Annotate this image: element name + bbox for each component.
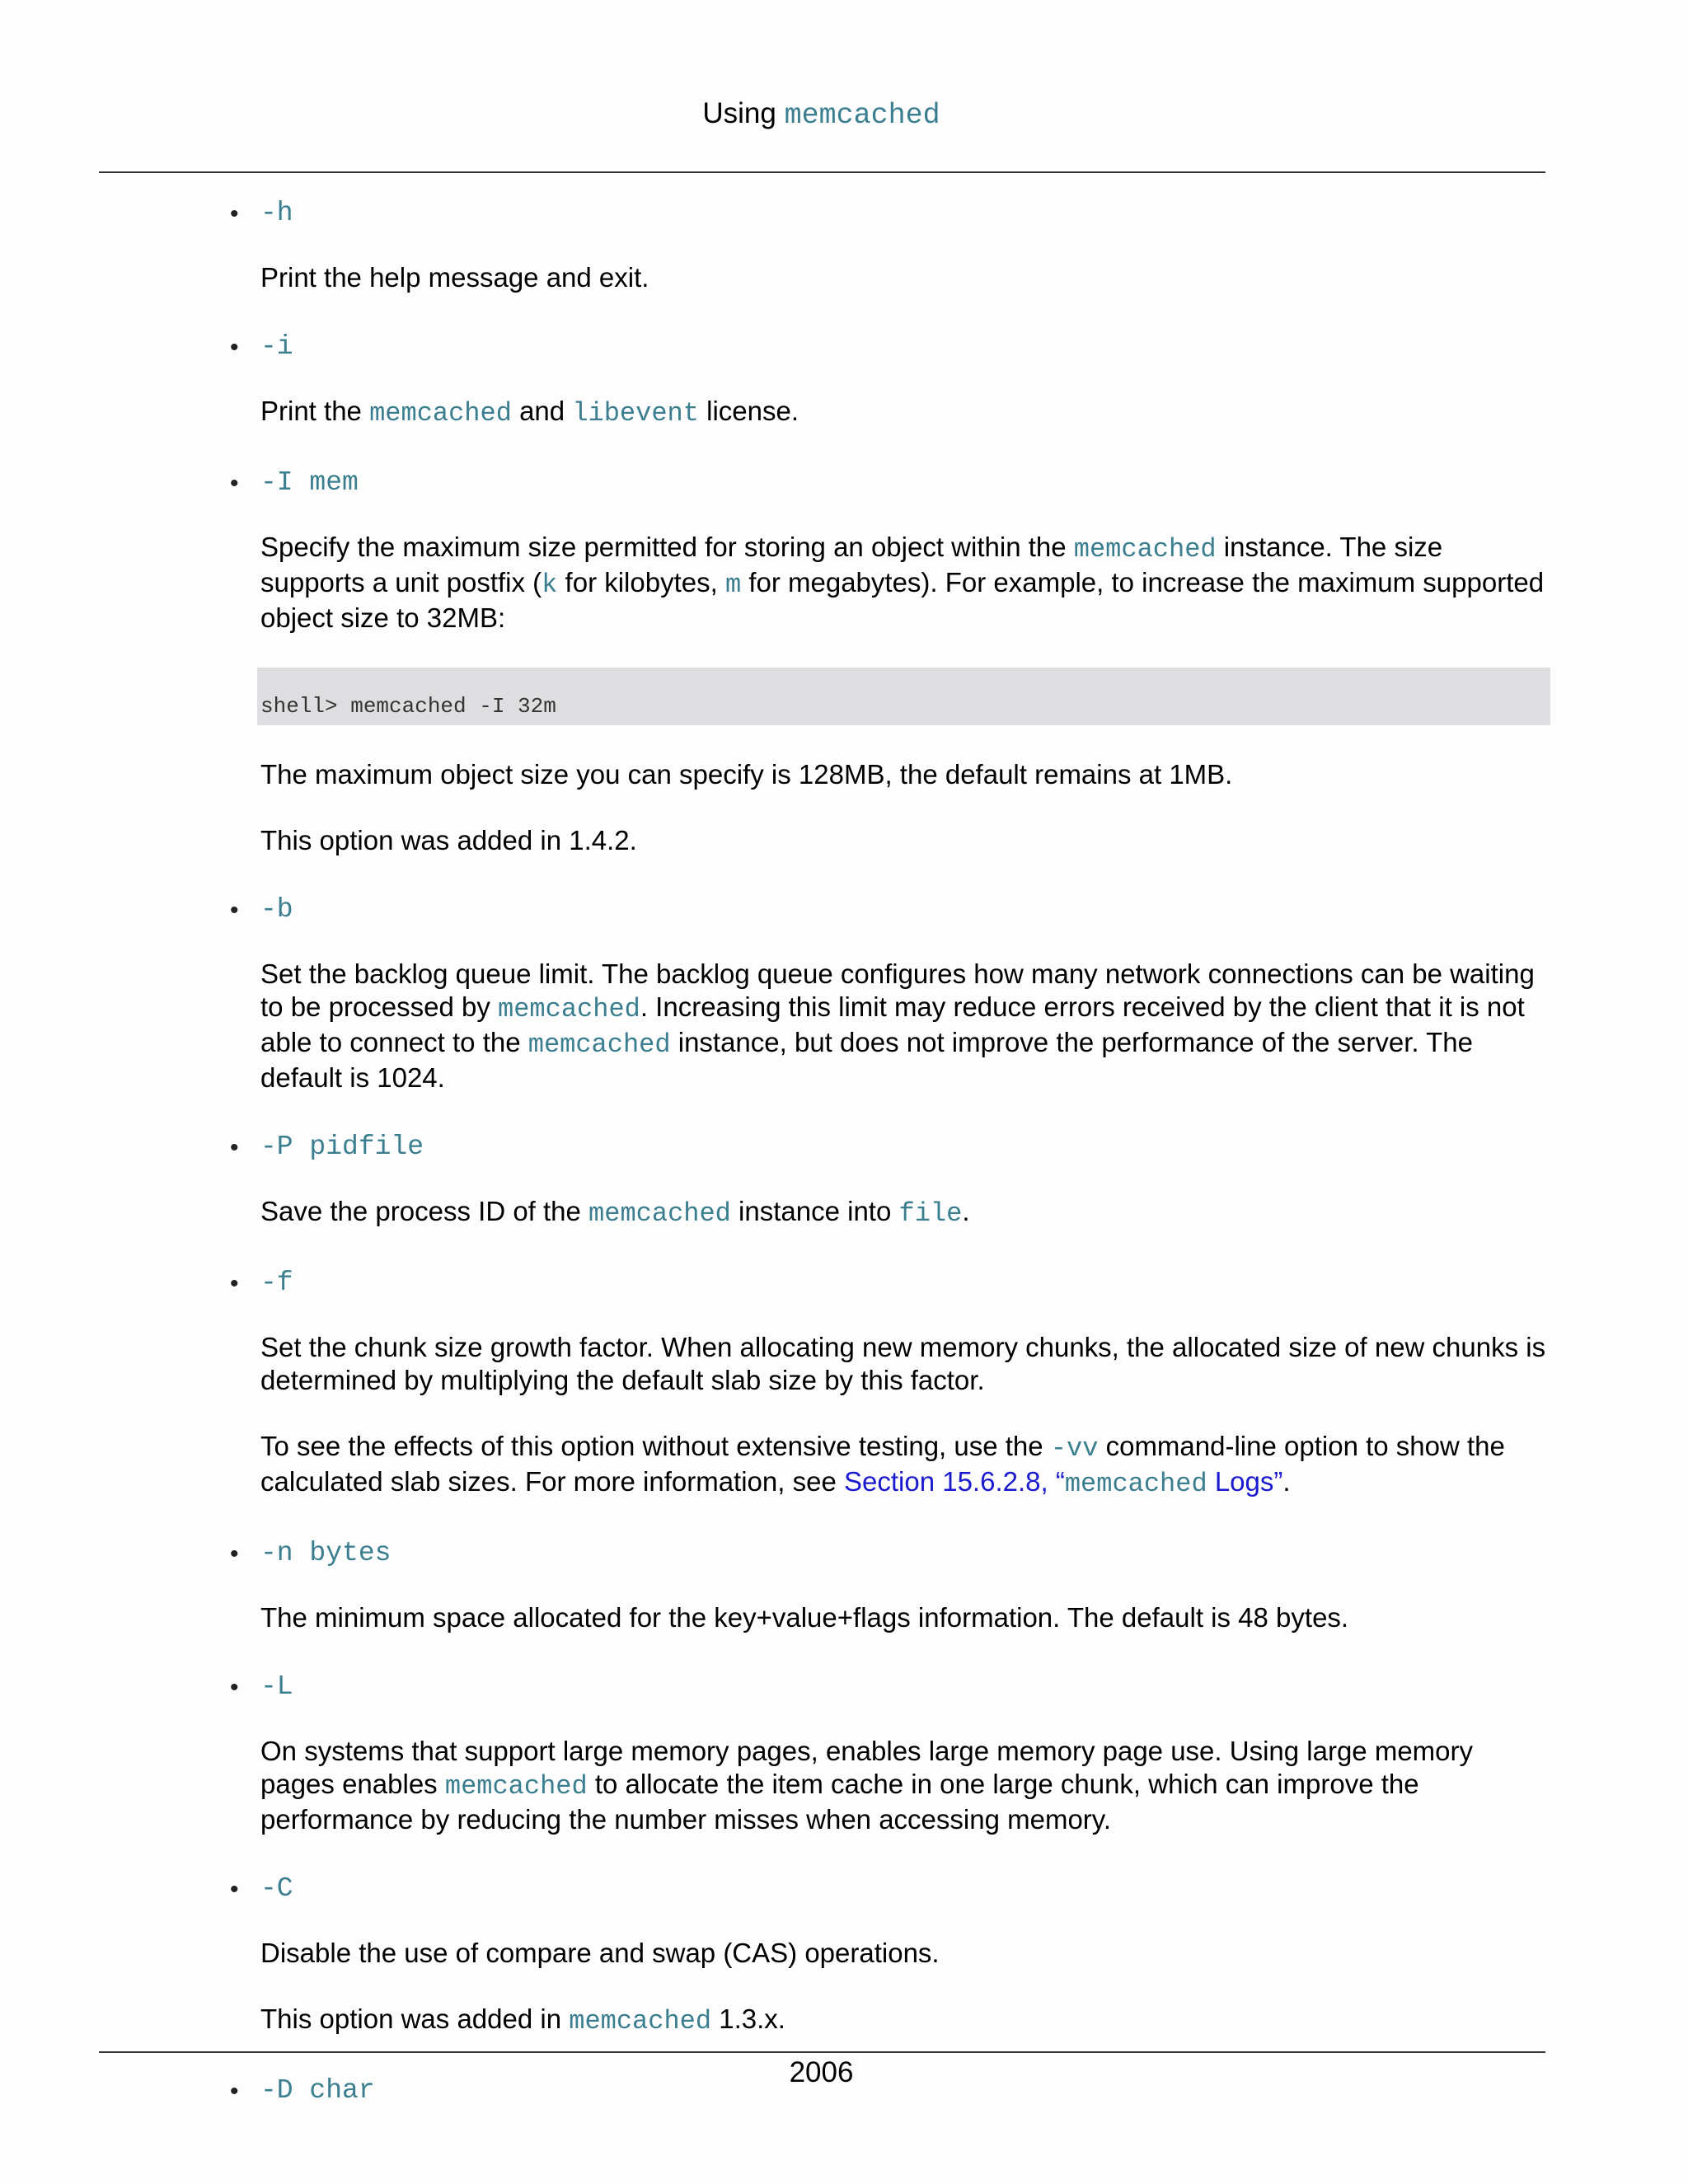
link-code: memcached <box>1064 1469 1207 1499</box>
option-P <box>230 1129 1550 1230</box>
option-f <box>230 1265 1550 1501</box>
header-rule <box>99 171 1545 173</box>
text: license. <box>698 396 799 426</box>
inline-code: memcached <box>498 994 640 1024</box>
option-h <box>230 195 1550 294</box>
text: . <box>1282 1466 1291 1497</box>
text: Specify the maximum size permitted for storing an object within the <box>260 532 1074 562</box>
option-description: Set the chunk size growth factor. When allocating new memory chunks, the allocated size of new chunks is determined by multiplying the default slab size by this factor. <box>260 1332 1546 1395</box>
text: instance. The size supports a unit postfix ( <box>260 532 1443 598</box>
inline-code: -vv <box>1050 1433 1099 1464</box>
option-name: -I mem <box>260 467 359 498</box>
inline-code: memcached <box>444 1771 588 1802</box>
header-code: memcached <box>784 99 940 132</box>
option-name: -f <box>260 1268 293 1298</box>
text: and <box>511 396 573 426</box>
bullet: • <box>230 1540 239 1568</box>
text: Set the backlog queue limit. The backlog queue configures how many network connections can be waiting to be processed by <box>260 958 1535 1022</box>
inline-code: memcached <box>569 2006 712 2036</box>
bullet: • <box>230 897 239 924</box>
text: Print the <box>260 396 370 426</box>
option-description <box>260 1195 1550 1230</box>
option-name: -i <box>260 331 293 362</box>
option-description: Print the help message and exit. <box>260 262 649 293</box>
text: To see the effects of this option without extensive testing, use the <box>260 1431 1051 1461</box>
link-text: Logs” <box>1207 1466 1283 1497</box>
text: for kilobytes, <box>557 567 725 598</box>
text: instance, but does not improve the performance of the server. The default is 1024. <box>260 1027 1473 1093</box>
option-b <box>230 892 1550 1094</box>
text: 1.3.x. <box>711 2004 785 2034</box>
text: On systems that support large memory pages, enables large memory page use. Using large memory pages enables <box>260 1736 1473 1799</box>
section-link[interactable] <box>844 1466 1282 1497</box>
code-example[interactable]: shell> memcached -I 32m <box>257 668 1550 725</box>
option-L <box>230 1669 1550 1836</box>
text: to allocate the item cache in one large chunk, which can improve the performance by reducing the number misses when accessing memory. <box>260 1769 1419 1835</box>
option-n <box>230 1535 1550 1634</box>
page-number: 2006 <box>789 2056 854 2088</box>
bullet: • <box>230 334 239 361</box>
option-description <box>260 958 1550 1094</box>
bullet: • <box>230 1134 239 1161</box>
option-name: -n bytes <box>260 1538 392 1568</box>
option-name: -h <box>260 198 293 228</box>
option-name: -D char <box>260 2075 375 2106</box>
bullet: • <box>230 200 239 227</box>
inline-code: memcached <box>369 398 512 429</box>
option-note: This option was added in 1.4.2. <box>260 825 637 855</box>
option-name: -C <box>260 1873 293 1904</box>
footer-rule <box>99 2051 1545 2053</box>
option-I <box>230 465 1550 857</box>
inline-code: libevent <box>572 398 699 429</box>
inline-code: memcached <box>588 1198 731 1229</box>
header-prefix: Using <box>702 97 785 129</box>
bullet: • <box>230 2078 239 2105</box>
text: . Increasing this limit may reduce errors received by the client that it is not able to connect to the <box>260 991 1525 1057</box>
inline-code: k <box>542 569 558 600</box>
bullet: • <box>230 1270 239 1297</box>
bullet: • <box>230 470 239 497</box>
option-name: -P pidfile <box>260 1132 424 1162</box>
text: This option was added in <box>260 2004 570 2034</box>
bullet: • <box>230 1674 239 1701</box>
inline-code: memcached <box>528 1029 671 1060</box>
inline-code: memcached <box>1073 534 1217 565</box>
option-note: The maximum object size you can specify is 128MB, the default remains at 1MB. <box>260 759 1233 790</box>
option-description <box>260 531 1550 635</box>
option-list <box>230 195 1550 2144</box>
text: instance into <box>730 1196 899 1226</box>
option-name: -L <box>260 1671 293 1702</box>
text: . <box>962 1196 970 1226</box>
inline-code: file <box>898 1198 963 1229</box>
text: command-line option to show the calculated slab sizes. For more information, see <box>260 1431 1505 1497</box>
link-text: Section 15.6.2.8, “ <box>843 1466 1065 1497</box>
option-note <box>260 1430 1550 1501</box>
option-note <box>260 2003 1550 2038</box>
text: Save the process ID of the <box>260 1196 589 1226</box>
option-C <box>230 1871 1550 2038</box>
option-description: The minimum space allocated for the key+value+flags information. The default is 48 bytes. <box>260 1602 1349 1633</box>
bullet: • <box>230 1876 239 1903</box>
option-description <box>260 395 1550 430</box>
page-header <box>0 97 1643 132</box>
text: for megabytes). For example, to increase the maximum supported object size to 32MB: <box>260 567 1545 633</box>
option-name: -b <box>260 894 293 925</box>
option-i <box>230 329 1550 430</box>
option-description <box>260 1735 1550 1836</box>
option-description: Disable the use of compare and swap (CAS) operations. <box>260 1938 940 1968</box>
inline-code: m <box>724 569 742 600</box>
